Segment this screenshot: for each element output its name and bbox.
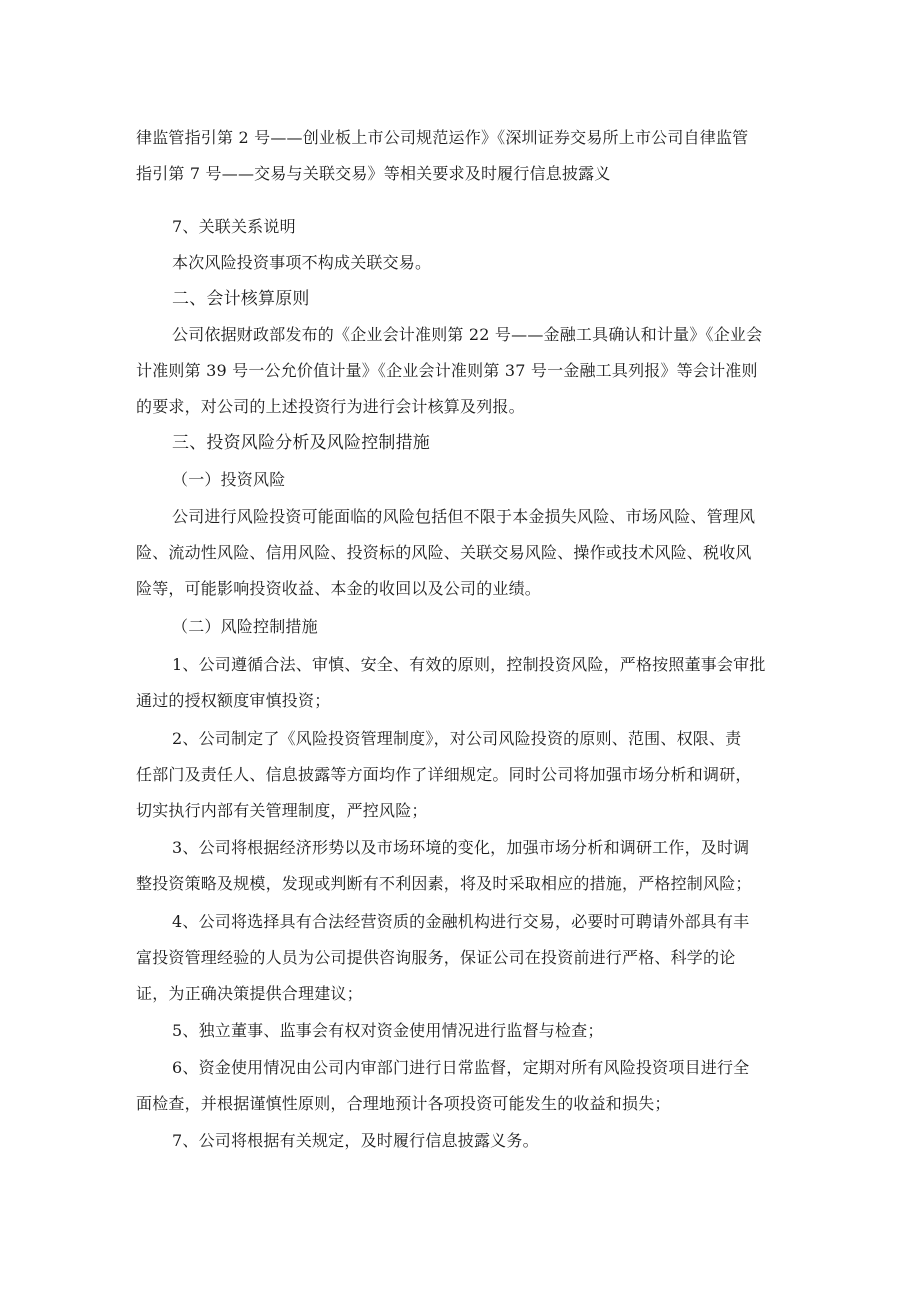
section-heading: 7、关联关系说明 — [172, 217, 296, 236]
text-line: 6、资金使用情况由公司内审部门进行日常监督，定期对所有风险投资项目进行全 — [172, 1058, 750, 1077]
subsection-heading: （二）风险控制措施 — [172, 617, 318, 636]
text-line: 1、公司遵循合法、审慎、安全、有效的原则，控制投资风险，严格按照董事会审批 — [172, 655, 766, 674]
text-line: 切实执行内部有关管理制度，严控风险； — [136, 801, 428, 820]
text-line: 的要求，对公司的上述投资行为进行会计核算及列报。 — [136, 397, 525, 416]
text-line: 指引第 7 号——交易与关联交易》等相关要求及时履行信息披露义 — [136, 164, 611, 183]
text-line: 险等，可能影响投资收益、本金的收回以及公司的业绩。 — [136, 579, 542, 598]
text-line: 2、公司制定了《风险投资管理制度》，对公司风险投资的原则、范围、权限、责 — [172, 729, 742, 748]
subsection-heading: （一）投资风险 — [172, 470, 286, 489]
text-line: 7、公司将根据有关规定，及时履行信息披露义务。 — [172, 1131, 539, 1150]
text-line: 通过的授权额度审慎投资； — [136, 691, 331, 710]
text-line: 3、公司将根据经济形势以及市场环境的变化，加强市场分析和调研工作，及时调 — [172, 838, 750, 857]
text-line: 险、流动性风险、信用风险、投资标的风险、关联交易风险、操作或技术风险、税收风 — [136, 543, 752, 562]
text-line: 富投资管理经验的人员为公司提供咨询服务，保证公司在投资前进行严格、科学的论 — [136, 948, 736, 967]
text-line: 整投资策略及规模，发现或判断有不利因素，将及时采取相应的措施，严格控制风险； — [136, 874, 752, 893]
section-heading: 三、投资风险分析及风险控制措施 — [172, 433, 430, 453]
text-line: 公司依据财政部发布的《企业会计准则第 22 号——金融工具确认和计量》《企业会 — [172, 325, 763, 344]
text-line: 律监管指引第 2 号——创业板上市公司规范运作》《深圳证券交易所上市公司自律监管 — [136, 128, 749, 147]
text-line: 本次风险投资事项不构成关联交易。 — [172, 253, 432, 272]
text-line: 证，为正确决策提供合理建议； — [136, 984, 363, 1003]
text-line: 任部门及责任人、信息披露等方面均作了详细规定。同时公司将加强市场分析和调研， — [136, 765, 752, 784]
text-line: 4、公司将选择具有合法经营资质的金融机构进行交易，必要时可聘请外部具有丰 — [172, 912, 750, 931]
text-line: 计准则第 39 号一公允价值计量》《企业会计准则第 37 号一金融工具列报》等会计准则 — [136, 361, 758, 380]
text-line: 面检查，并根据谨慎性原则，合理地预计各项投资可能发生的收益和损失； — [136, 1094, 671, 1113]
section-heading: 二、会计核算原则 — [172, 289, 310, 309]
text-line: 公司进行风险投资可能面临的风险包括但不限于本金损失风险、市场风险、管理风 — [172, 507, 756, 526]
text-line: 5、独立董事、监事会有权对资金使用情况进行监督与检查； — [172, 1021, 604, 1040]
